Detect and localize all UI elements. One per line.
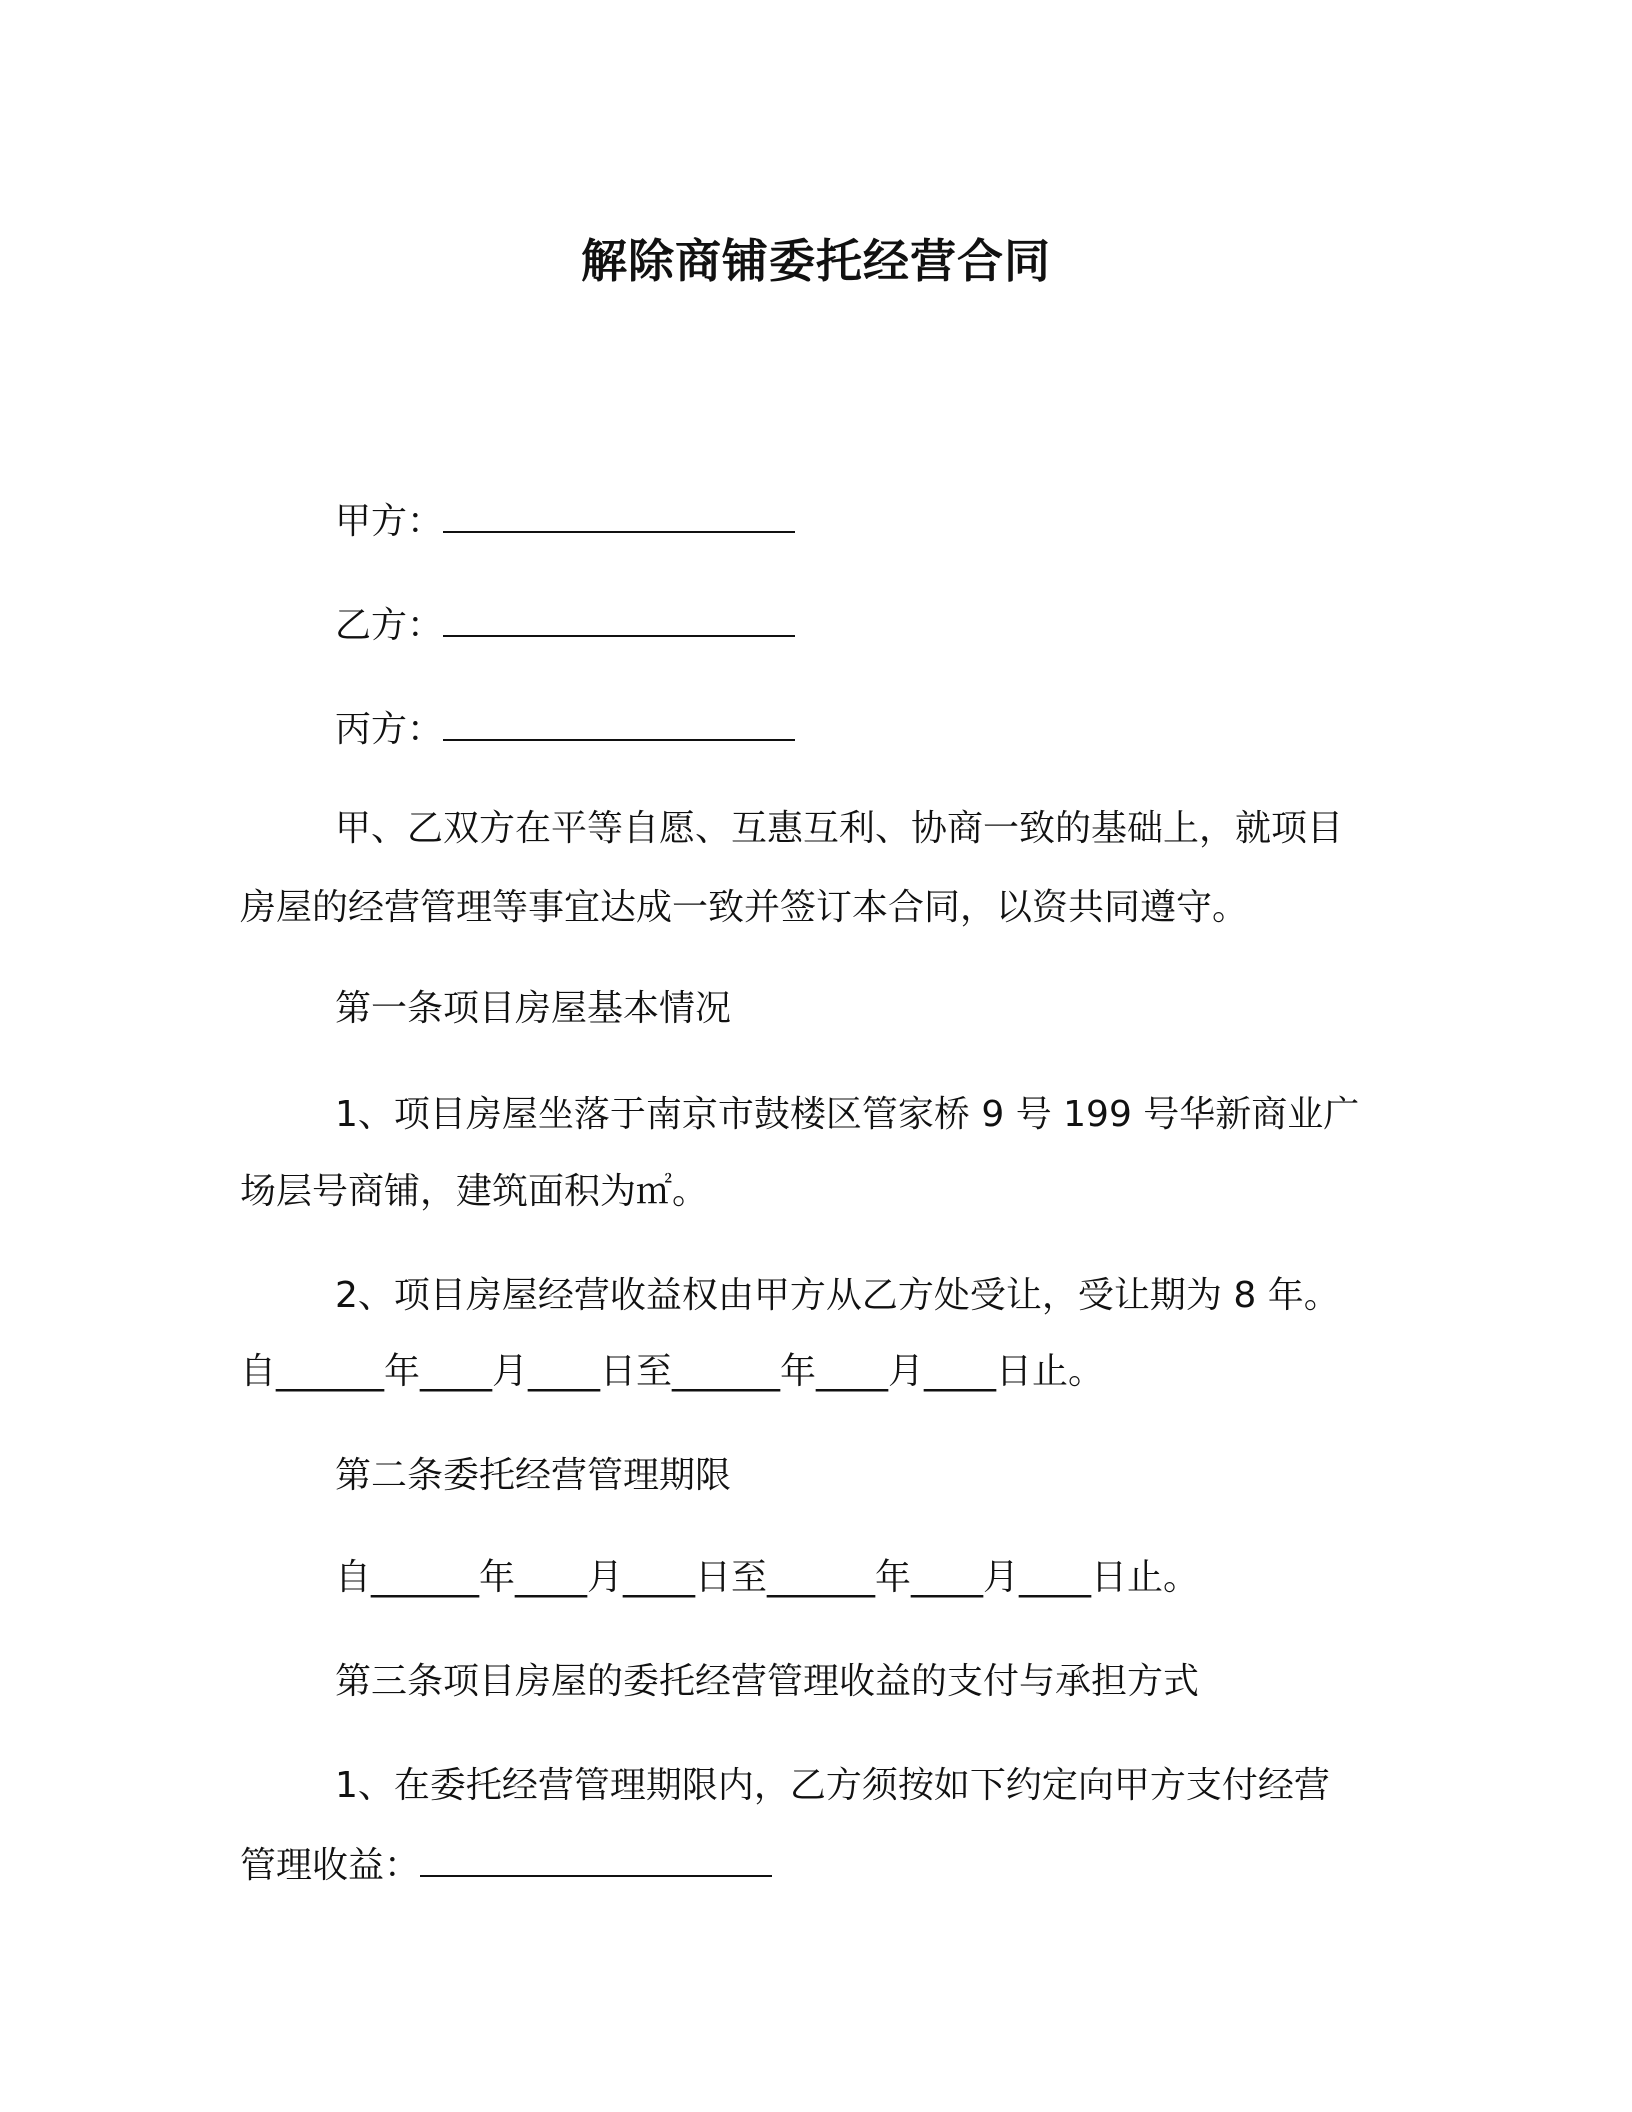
party-b-line (335, 597, 795, 652)
preamble-line-2: 房屋的经营管理等事宜达成一致并签订本合同，以资共同遵守。 (240, 887, 1249, 928)
document-title: 解除商铺委托经营合同 (581, 234, 1051, 288)
article-3-heading: 第三条项目房屋的委托经营管理收益的支付与承担方式 (335, 1661, 1200, 1702)
article-1-item-2-line-2: 自______年____月____日至______年____月____日止。 (240, 1351, 1105, 1392)
party-b-blank[interactable] (443, 597, 795, 637)
party-c-blank[interactable] (443, 701, 795, 741)
party-a-label: 甲方： (335, 501, 444, 542)
article-3-item-1-line-1: 1、在委托经营管理期限内，乙方须按如下约定向甲方支付经营 (335, 1765, 1330, 1806)
party-a-blank[interactable] (443, 493, 795, 533)
article-1-item-1-line-1: 1、项目房屋坐落于南京市鼓楼区管家桥 9 号 199 号华新商业广 (335, 1094, 1360, 1135)
party-c-label: 丙方： (335, 709, 444, 750)
preamble-line-1: 甲、乙双方在平等自愿、互惠互利、协商一致的基础上，就项目 (335, 808, 1344, 849)
management-income-label: 管理收益： (240, 1845, 421, 1886)
article-1-heading: 第一条项目房屋基本情况 (335, 988, 732, 1029)
article-3-item-1-line-2 (240, 1837, 772, 1892)
management-income-blank[interactable] (420, 1837, 772, 1877)
article-2-heading: 第二条委托经营管理期限 (335, 1455, 732, 1496)
article-1-item-2-line-1: 2、项目房屋经营收益权由甲方从乙方处受让，受让期为 8 年。 (335, 1275, 1340, 1316)
party-b-label: 乙方： (335, 605, 444, 646)
party-a-line (335, 493, 795, 548)
party-c-line (335, 701, 795, 756)
article-2-period: 自______年____月____日至______年____月____日止。 (335, 1557, 1200, 1598)
article-1-item-1-line-2: 场层号商铺，建筑面积为㎡。 (240, 1171, 709, 1212)
